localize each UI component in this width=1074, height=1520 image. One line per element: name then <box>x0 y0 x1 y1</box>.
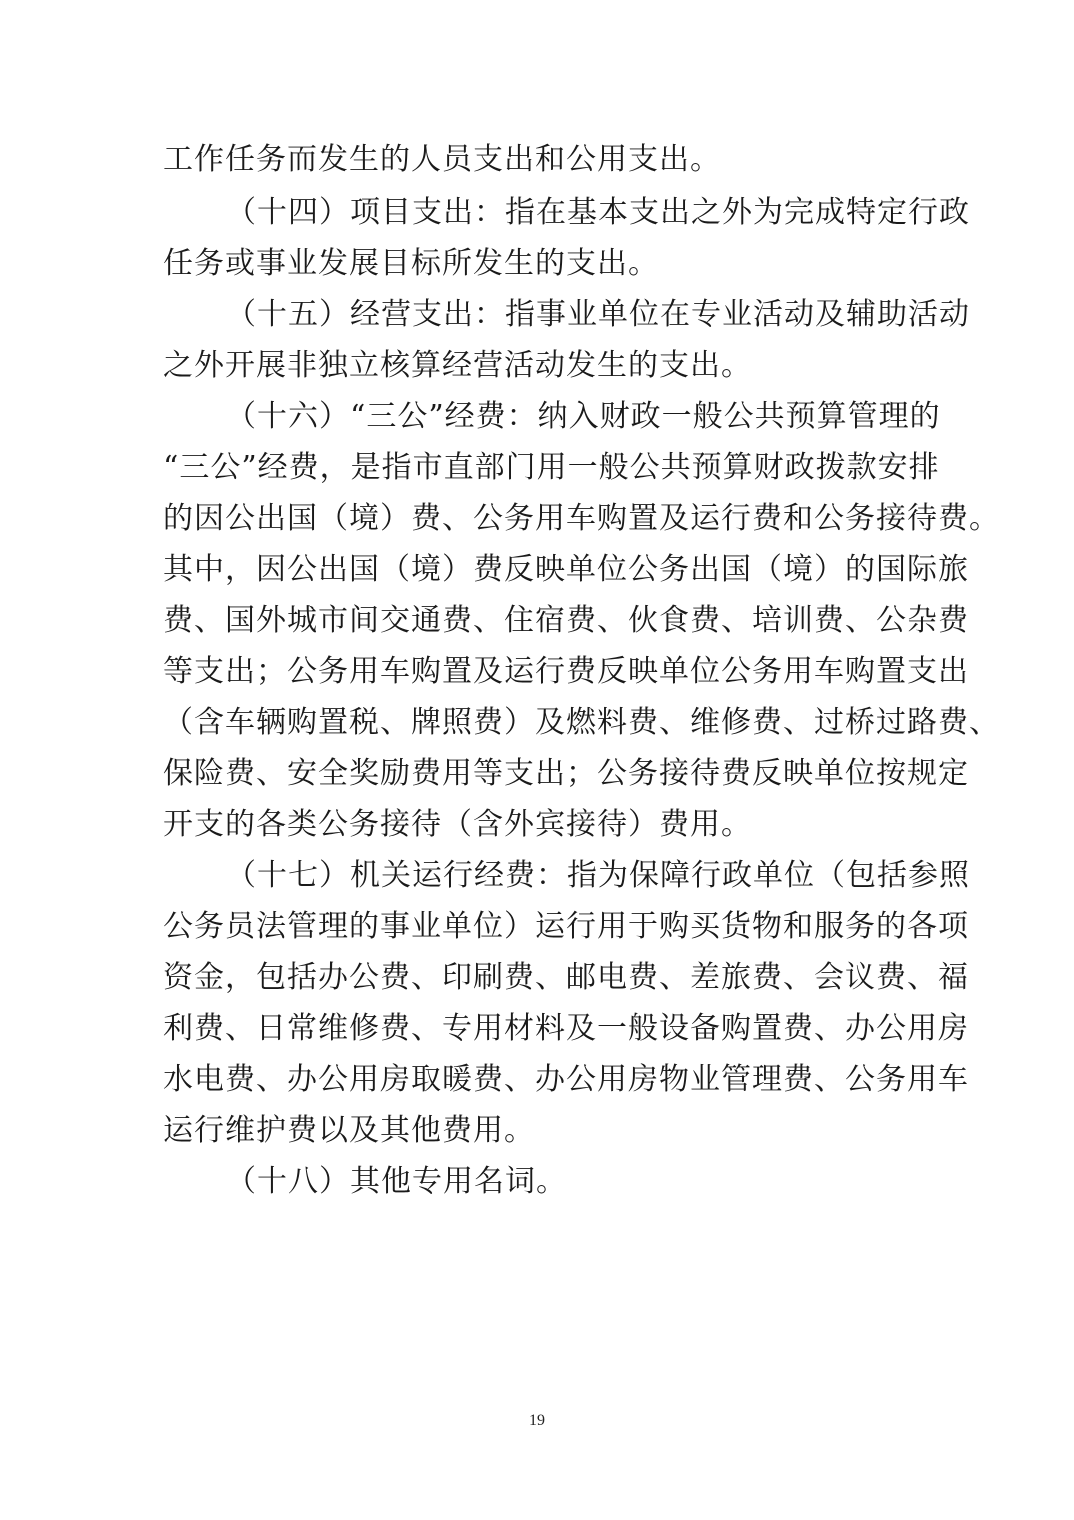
body-line-20: 运行维护费以及其他费用。 <box>163 1113 535 1148</box>
section-17-heading-line: （十七）机关运行经费：指为保障行政单位（包括参照 <box>226 858 970 893</box>
body-line-14: 开支的各类公务接待（含外宾接待）费用。 <box>163 807 752 842</box>
body-line-17: 资金，包括办公费、印刷费、邮电费、差旅费、会议费、福 <box>163 960 969 995</box>
body-line-5: 之外开展非独立核算经营活动发生的支出。 <box>163 348 752 383</box>
body-line-16: 公务员法管理的事业单位）运行用于购买货物和服务的各项 <box>163 909 969 944</box>
body-line-11: 等支出；公务用车购置及运行费反映单位公务用车购置支出 <box>163 654 969 689</box>
section-15-heading-line: （十五）经营支出：指事业单位在专业活动及辅助活动 <box>226 297 970 332</box>
page-number: 19 <box>529 1412 545 1429</box>
section-18-heading-line: （十八）其他专用名词。 <box>226 1164 567 1199</box>
section-16-heading-line: （十六）“三公”经费：纳入财政一般公共预算管理的 <box>226 399 941 434</box>
body-line-9: 其中，因公出国（境）费反映单位公务出国（境）的国际旅 <box>163 552 969 587</box>
body-line-10: 费、国外城市间交通费、住宿费、伙食费、培训费、公杂费 <box>163 603 969 638</box>
body-line-8: 的因公出国（境）费、公务用车购置及运行费和公务接待费。 <box>163 501 1000 536</box>
body-line-18: 利费、日常维修费、专用材料及一般设备购置费、办公用房 <box>163 1011 969 1046</box>
body-line-1: 工作任务而发生的人员支出和公用支出。 <box>163 142 721 177</box>
body-line-13: 保险费、安全奖励费用等支出；公务接待费反映单位按规定 <box>163 756 969 791</box>
body-line-7: “三公”经费，是指市直部门用一般公共预算财政拨款安排 <box>163 450 940 485</box>
body-line-3: 任务或事业发展目标所发生的支出。 <box>163 246 659 281</box>
section-14-heading-line: （十四）项目支出：指在基本支出之外为完成特定行政 <box>226 195 970 230</box>
body-line-12: （含车辆购置税、牌照费）及燃料费、维修费、过桥过路费、 <box>163 705 1000 740</box>
body-line-19: 水电费、办公用房取暖费、办公用房物业管理费、公务用车 <box>163 1062 969 1097</box>
